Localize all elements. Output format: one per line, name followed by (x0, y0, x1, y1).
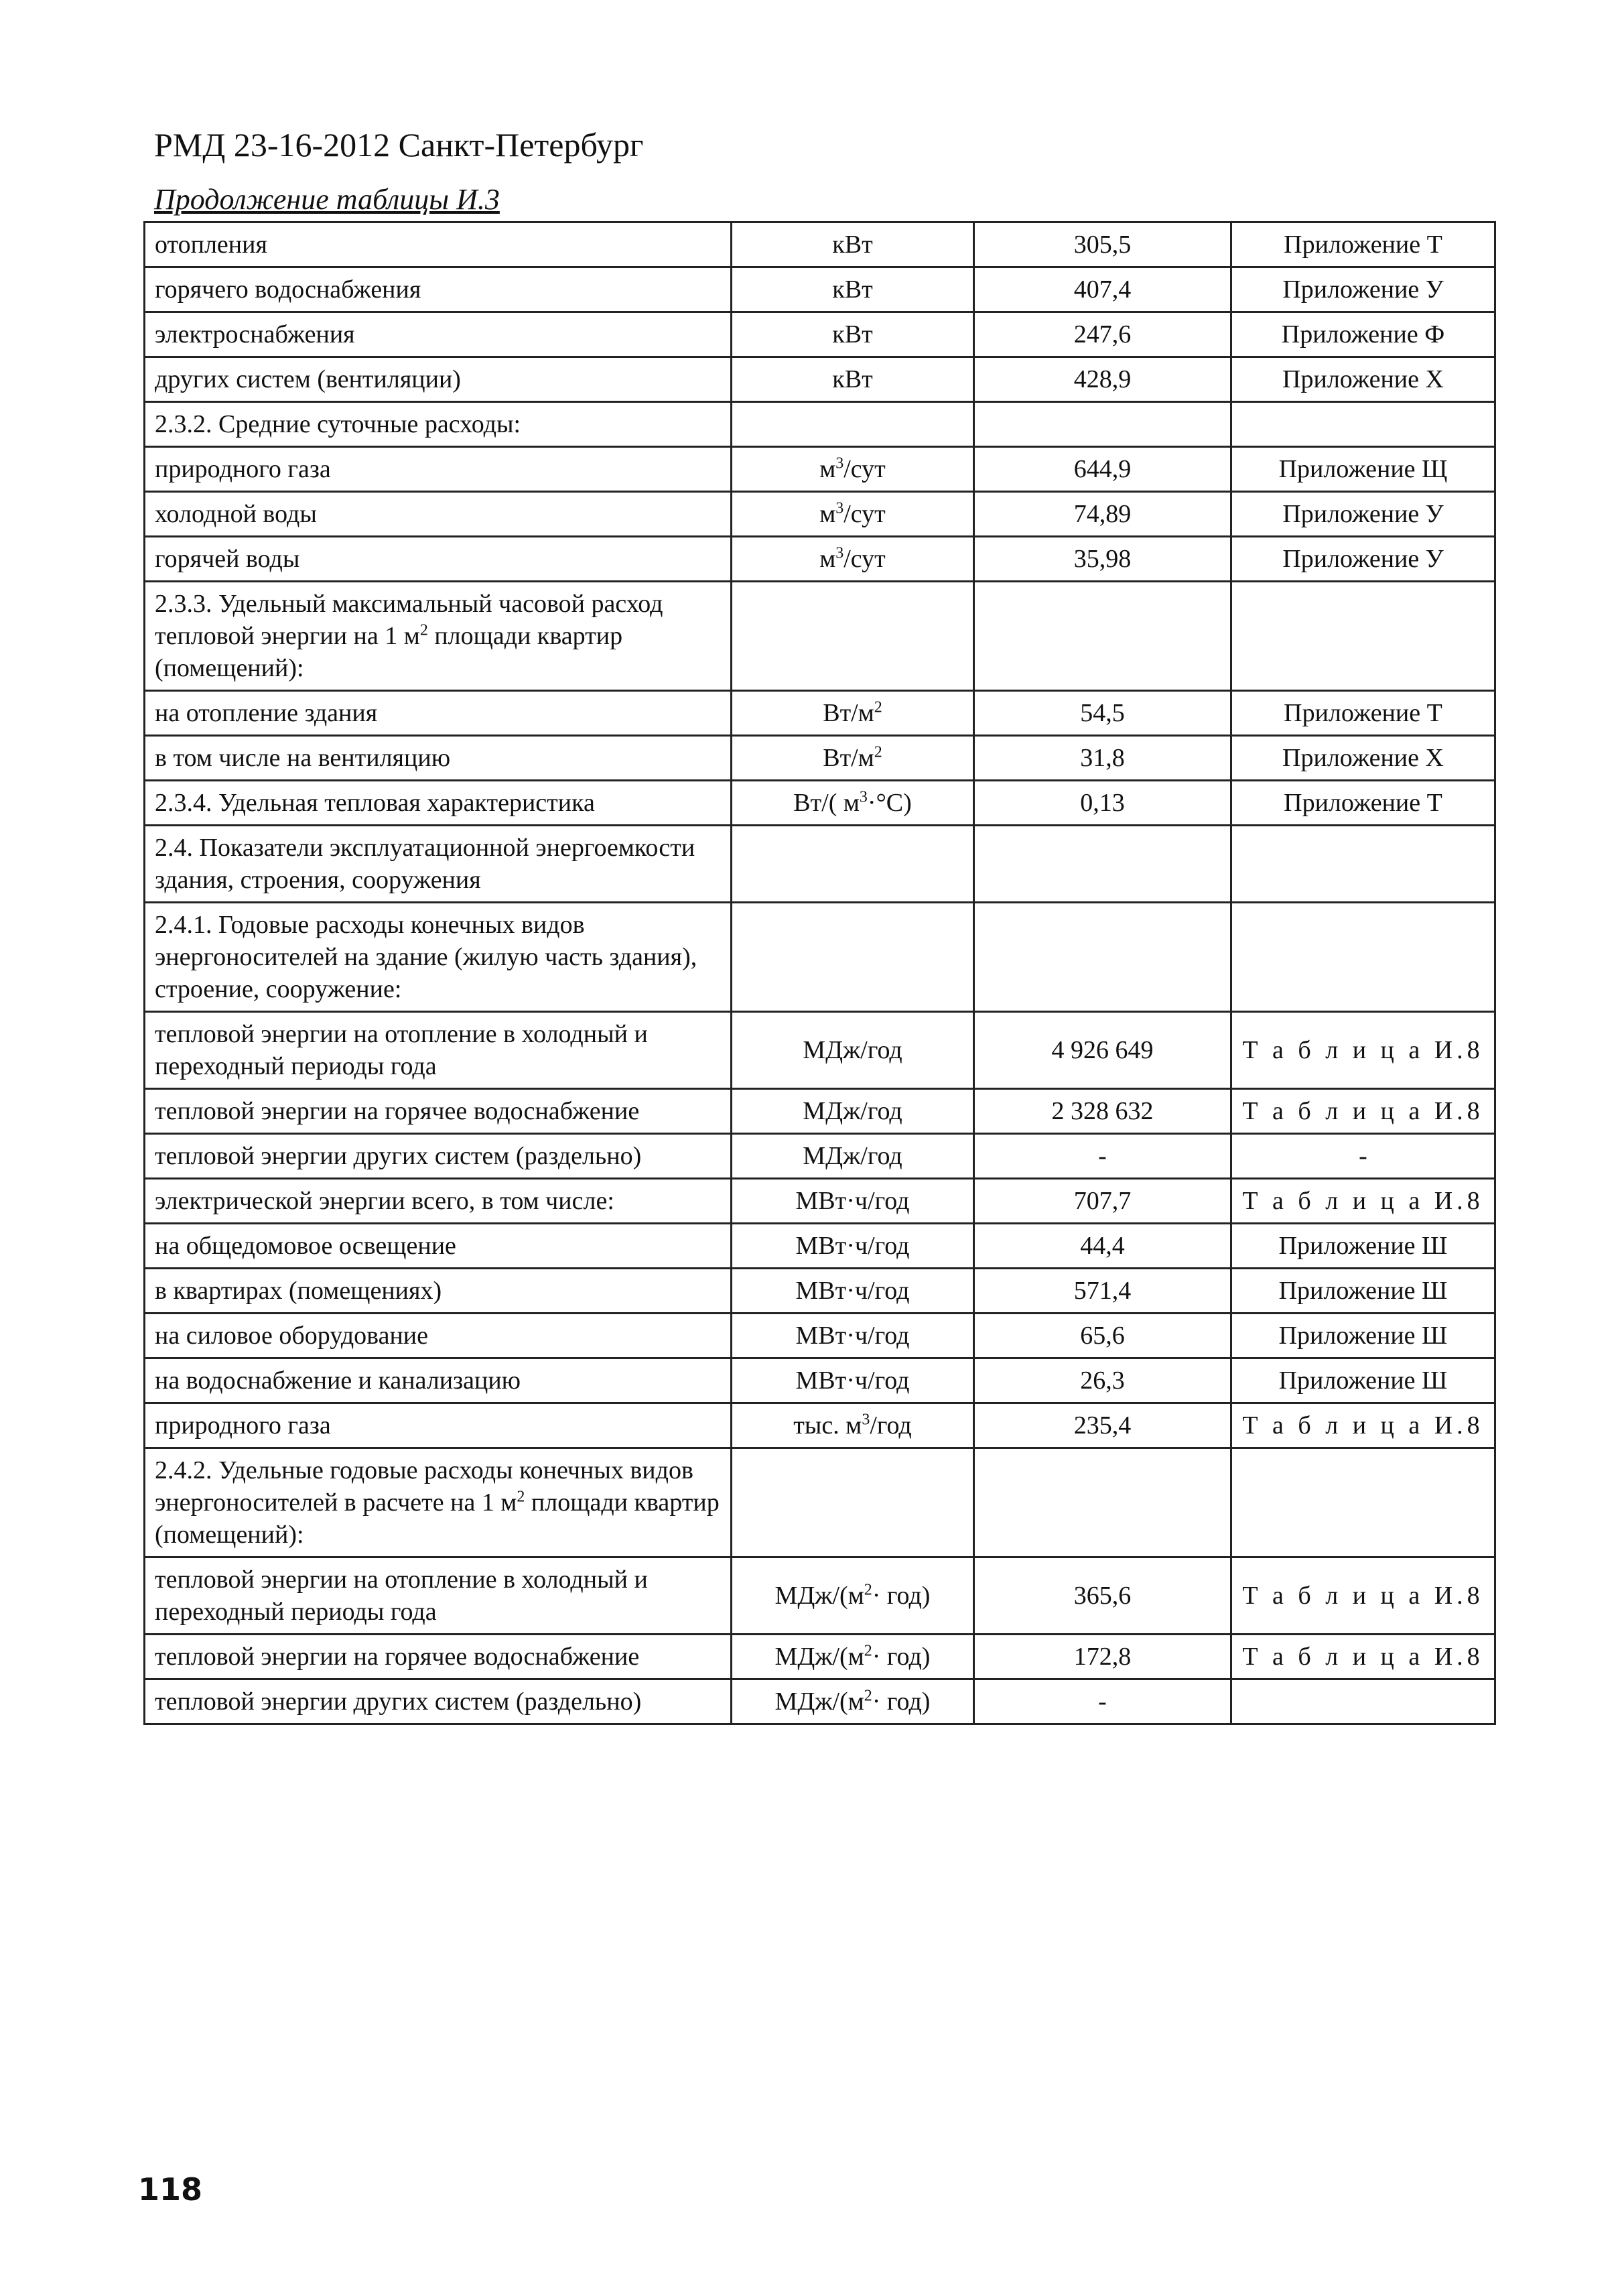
row-unit-cell (732, 903, 974, 1012)
table-row (145, 1358, 1495, 1403)
table-row (145, 781, 1495, 826)
row-value-cell: 54,5 (974, 691, 1231, 736)
row-unit-cell (732, 402, 974, 447)
row-ref-cell: Приложение Ш (1231, 1358, 1495, 1403)
row-name-cell: на водоснабжение и канализацию (145, 1358, 732, 1403)
row-ref-cell: Приложение Т (1231, 222, 1495, 267)
row-unit-cell: МДж/$(м^2\cdot год)$ (732, 1557, 974, 1635)
row-unit-cell: МВт·ч/год (732, 1314, 974, 1358)
row-value-cell: - (974, 1134, 1231, 1179)
row-value-cell (974, 903, 1231, 1012)
table-row (145, 447, 1495, 492)
row-name-cell: в квартирах (помещениях) (145, 1269, 732, 1314)
row-unit-cell: $м^3$/сут (732, 447, 974, 492)
row-ref-cell (1231, 1448, 1495, 1557)
row-value-cell: 31,8 (974, 736, 1231, 781)
row-unit-cell: Вт/( $м^3\cdot^\circ С$) (732, 781, 974, 826)
row-ref-cell: Приложение Ш (1231, 1224, 1495, 1269)
row-name-cell: на общедомовое освещение (145, 1224, 732, 1269)
row-name-cell: 2.4.2. Удельные годовые расходы конечных видов энергоносителей в расчете на 1 $м^2$ площади квартир (помещений): (145, 1448, 732, 1557)
row-name-cell: тепловой энергии на горячее водоснабжение (145, 1635, 732, 1679)
row-value-cell: 365,6 (974, 1557, 1231, 1635)
table-row (145, 312, 1495, 357)
row-value-cell: 644,9 (974, 447, 1231, 492)
table-row (145, 1269, 1495, 1314)
row-name-cell: природного газа (145, 447, 732, 492)
table-row (145, 1557, 1495, 1635)
table-row (145, 826, 1495, 903)
row-ref-cell (1231, 582, 1495, 691)
row-ref-cell: Приложение Ш (1231, 1314, 1495, 1358)
table-row (145, 222, 1495, 267)
row-ref-cell (1231, 903, 1495, 1012)
row-value-cell: 35,98 (974, 537, 1231, 582)
row-ref-cell: Т а б л и ц а И.8 (1231, 1089, 1495, 1134)
document-header: РМД 23-16-2012 Санкт-Петербург (154, 126, 644, 164)
row-unit-cell: $Вт/м^2$ (732, 736, 974, 781)
row-unit-cell: $Вт/м^2$ (732, 691, 974, 736)
row-name-cell: электрической энергии всего, в том числе: (145, 1179, 732, 1224)
row-ref-cell (1231, 402, 1495, 447)
table-row (145, 1012, 1495, 1089)
row-value-cell: 172,8 (974, 1635, 1231, 1679)
row-name-cell: тепловой энергии других систем (раздельно) (145, 1679, 732, 1724)
row-value-cell (974, 826, 1231, 903)
row-ref-cell: Приложение Т (1231, 781, 1495, 826)
row-name-cell: тепловой энергии на отопление в холодный и переходный периоды года (145, 1557, 732, 1635)
row-value-cell (974, 1448, 1231, 1557)
row-unit-cell: МДж/$(м^2\cdot год)$ (732, 1679, 974, 1724)
row-unit-cell: МДж/$(м^2\cdot год)$ (732, 1635, 974, 1679)
table-row (145, 267, 1495, 312)
row-unit-cell: МВт·ч/год (732, 1179, 974, 1224)
row-unit-cell: МВт·ч/год (732, 1224, 974, 1269)
row-name-cell: в том числе на вентиляцию (145, 736, 732, 781)
row-ref-cell: Приложение Х (1231, 357, 1495, 402)
table-row (145, 537, 1495, 582)
row-value-cell: 707,7 (974, 1179, 1231, 1224)
row-value-cell: 235,4 (974, 1403, 1231, 1448)
row-value-cell: 44,4 (974, 1224, 1231, 1269)
row-unit-cell: кВт (732, 267, 974, 312)
row-ref-cell: Т а б л и ц а И.8 (1231, 1635, 1495, 1679)
row-unit-cell: кВт (732, 222, 974, 267)
row-value-cell: 0,13 (974, 781, 1231, 826)
row-unit-cell (732, 582, 974, 691)
row-name-cell: 2.3.2. Средние суточные расходы: (145, 402, 732, 447)
row-name-cell: горячей воды (145, 537, 732, 582)
row-ref-cell: Приложение Ф (1231, 312, 1495, 357)
row-name-cell: холодной воды (145, 492, 732, 537)
table-row (145, 736, 1495, 781)
table-row (145, 402, 1495, 447)
row-unit-cell: $м^3$/сут (732, 537, 974, 582)
page-number: 118 (138, 2171, 203, 2208)
row-unit-cell: МДж/год (732, 1089, 974, 1134)
row-name-cell: тепловой энергии других систем (раздельно) (145, 1134, 732, 1179)
row-unit-cell: МДж/год (732, 1134, 974, 1179)
row-ref-cell: Приложение У (1231, 267, 1495, 312)
row-unit-cell: тыс. $м^3$/год (732, 1403, 974, 1448)
row-value-cell (974, 582, 1231, 691)
row-unit-cell: МВт·ч/год (732, 1358, 974, 1403)
row-ref-cell (1231, 826, 1495, 903)
table-row (145, 691, 1495, 736)
row-ref-cell: Приложение Щ (1231, 447, 1495, 492)
row-name-cell: электроснабжения (145, 312, 732, 357)
row-ref-cell: Приложение У (1231, 492, 1495, 537)
table-row (145, 1314, 1495, 1358)
row-name-cell: 2.4.1. Годовые расходы конечных видов энергоносителей на здание (жилую часть здания), строение, сооружение: (145, 903, 732, 1012)
table-row (145, 903, 1495, 1012)
row-value-cell: 2 328 632 (974, 1089, 1231, 1134)
row-ref-cell: - (1231, 1134, 1495, 1179)
row-name-cell: 2.3.3. Удельный максимальный часовой расход тепловой энергии на 1 $м^2$ площади квартир (помещений): (145, 582, 732, 691)
row-name-cell: других систем (вентиляции) (145, 357, 732, 402)
row-unit-cell (732, 826, 974, 903)
row-unit-cell (732, 1448, 974, 1557)
table-row (145, 1089, 1495, 1134)
table-row (145, 1224, 1495, 1269)
table-caption: Продолжение таблицы И.3 (154, 183, 500, 216)
row-value-cell: 571,4 (974, 1269, 1231, 1314)
table-row (145, 1134, 1495, 1179)
row-ref-cell: Приложение Х (1231, 736, 1495, 781)
row-value-cell: 74,89 (974, 492, 1231, 537)
row-value-cell: - (974, 1679, 1231, 1724)
row-value-cell: 247,6 (974, 312, 1231, 357)
row-name-cell: 2.4. Показатели эксплуатационной энергоемкости здания, строения, сооружения (145, 826, 732, 903)
table-row (145, 492, 1495, 537)
row-value-cell: 4 926 649 (974, 1012, 1231, 1089)
row-name-cell: отопления (145, 222, 732, 267)
row-name-cell: 2.3.4. Удельная тепловая характеристика (145, 781, 732, 826)
row-ref-cell: Приложение У (1231, 537, 1495, 582)
row-ref-cell: Т а б л и ц а И.8 (1231, 1403, 1495, 1448)
row-value-cell: 26,3 (974, 1358, 1231, 1403)
row-value-cell: 305,5 (974, 222, 1231, 267)
row-unit-cell: кВт (732, 357, 974, 402)
row-value-cell (974, 402, 1231, 447)
row-value-cell: 65,6 (974, 1314, 1231, 1358)
row-name-cell: на отопление здания (145, 691, 732, 736)
table-row (145, 1403, 1495, 1448)
row-ref-cell: Т а б л и ц а И.8 (1231, 1012, 1495, 1089)
table-row (145, 582, 1495, 691)
row-ref-cell (1231, 1679, 1495, 1724)
row-value-cell: 407,4 (974, 267, 1231, 312)
row-ref-cell: Приложение Т (1231, 691, 1495, 736)
indicators-table (143, 221, 1496, 1725)
row-value-cell: 428,9 (974, 357, 1231, 402)
row-name-cell: горячего водоснабжения (145, 267, 732, 312)
row-unit-cell: МДж/год (732, 1012, 974, 1089)
row-name-cell: тепловой энергии на горячее водоснабжение (145, 1089, 732, 1134)
row-name-cell: на силовое оборудование (145, 1314, 732, 1358)
table-row (145, 1179, 1495, 1224)
table-row (145, 1635, 1495, 1679)
table-row (145, 357, 1495, 402)
table-body (145, 222, 1495, 1724)
row-name-cell: природного газа (145, 1403, 732, 1448)
row-ref-cell: Приложение Ш (1231, 1269, 1495, 1314)
row-name-cell: тепловой энергии на отопление в холодный и переходный периоды года (145, 1012, 732, 1089)
table-row (145, 1448, 1495, 1557)
row-unit-cell: $м^3$/сут (732, 492, 974, 537)
row-unit-cell: кВт (732, 312, 974, 357)
table-row (145, 1679, 1495, 1724)
row-ref-cell: Т а б л и ц а И.8 (1231, 1557, 1495, 1635)
row-ref-cell: Т а б л и ц а И.8 (1231, 1179, 1495, 1224)
row-unit-cell: МВт·ч/год (732, 1269, 974, 1314)
